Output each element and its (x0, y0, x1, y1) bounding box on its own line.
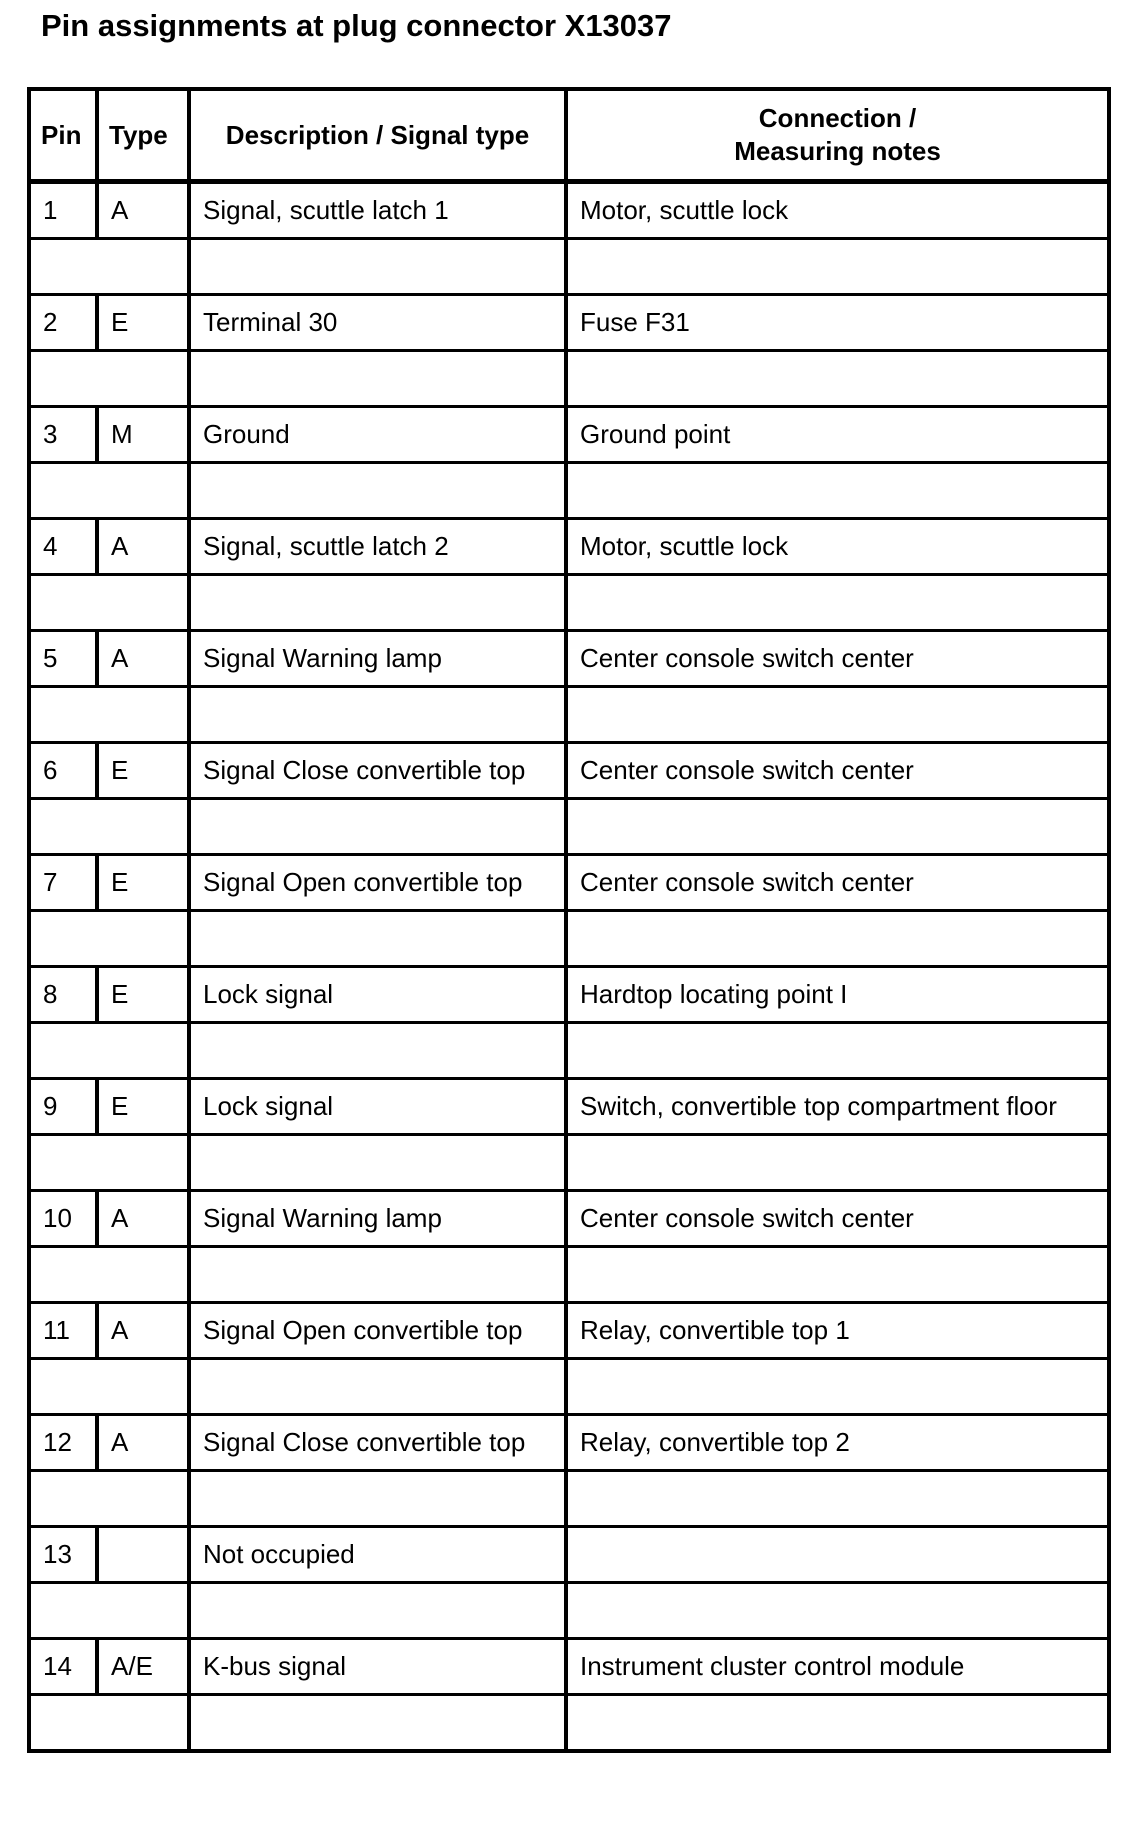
cell-connection: Center console switch center (566, 1191, 1109, 1247)
cell-type: E (97, 743, 189, 799)
cell-pin: 8 (29, 967, 97, 1023)
cell-description: Signal Close convertible top (189, 1415, 566, 1471)
spacer-cell (189, 799, 566, 855)
cell-type: E (97, 855, 189, 911)
cell-pin: 10 (29, 1191, 97, 1247)
spacer-cell (189, 1695, 566, 1752)
table-spacer-row (29, 1247, 1109, 1303)
spacer-cell (29, 239, 189, 295)
spacer-cell (189, 1135, 566, 1191)
cell-type: E (97, 1079, 189, 1135)
cell-connection: Relay, convertible top 1 (566, 1303, 1109, 1359)
table-row (29, 1639, 1109, 1695)
table-spacer-row (29, 911, 1109, 967)
cell-description: Signal Open convertible top (189, 855, 566, 911)
spacer-cell (29, 575, 189, 631)
spacer-cell (189, 1583, 566, 1639)
spacer-cell (189, 1247, 566, 1303)
table-row (29, 855, 1109, 911)
table-spacer-row (29, 687, 1109, 743)
table-row (29, 1079, 1109, 1135)
cell-type: A (97, 182, 189, 239)
cell-type: A (97, 1415, 189, 1471)
spacer-cell (189, 687, 566, 743)
table-spacer-row (29, 1583, 1109, 1639)
table-row (29, 1527, 1109, 1583)
table-spacer-row (29, 1135, 1109, 1191)
cell-connection: Fuse F31 (566, 295, 1109, 351)
spacer-cell (29, 351, 189, 407)
header-description: Description / Signal type (189, 89, 566, 182)
cell-description: Signal Warning lamp (189, 631, 566, 687)
table-row (29, 182, 1109, 239)
spacer-cell (566, 1135, 1109, 1191)
spacer-cell (29, 1247, 189, 1303)
cell-connection: Switch, convertible top compartment floor (566, 1079, 1109, 1135)
cell-description: Not occupied (189, 1527, 566, 1583)
cell-pin: 2 (29, 295, 97, 351)
cell-connection: Hardtop locating point I (566, 967, 1109, 1023)
table-row (29, 631, 1109, 687)
spacer-cell (566, 687, 1109, 743)
spacer-cell (566, 463, 1109, 519)
pin-assignment-table (27, 87, 1111, 1753)
spacer-cell (566, 239, 1109, 295)
cell-pin: 14 (29, 1639, 97, 1695)
spacer-cell (566, 1359, 1109, 1415)
table-header-row (29, 89, 1109, 182)
table-spacer-row (29, 351, 1109, 407)
cell-pin: 12 (29, 1415, 97, 1471)
spacer-cell (566, 911, 1109, 967)
cell-type: M (97, 407, 189, 463)
cell-connection: Center console switch center (566, 743, 1109, 799)
cell-type: A (97, 1191, 189, 1247)
spacer-cell (29, 1135, 189, 1191)
table-spacer-row (29, 1471, 1109, 1527)
cell-connection: Motor, scuttle lock (566, 519, 1109, 575)
spacer-cell (29, 1471, 189, 1527)
table-spacer-row (29, 1359, 1109, 1415)
table-spacer-row (29, 1695, 1109, 1752)
table-row (29, 519, 1109, 575)
spacer-cell (29, 1583, 189, 1639)
cell-description: Ground (189, 407, 566, 463)
spacer-cell (29, 463, 189, 519)
header-pin: Pin (29, 89, 97, 182)
spacer-cell (566, 1583, 1109, 1639)
cell-description: Signal Warning lamp (189, 1191, 566, 1247)
spacer-cell (29, 1695, 189, 1752)
cell-description: Signal, scuttle latch 2 (189, 519, 566, 575)
spacer-cell (566, 575, 1109, 631)
cell-pin: 5 (29, 631, 97, 687)
cell-description: Signal Close convertible top (189, 743, 566, 799)
spacer-cell (189, 575, 566, 631)
spacer-cell (189, 239, 566, 295)
cell-type (97, 1527, 189, 1583)
cell-description: Lock signal (189, 967, 566, 1023)
table-spacer-row (29, 239, 1109, 295)
cell-connection: Motor, scuttle lock (566, 182, 1109, 239)
table-row (29, 1415, 1109, 1471)
cell-description: Lock signal (189, 1079, 566, 1135)
cell-connection: Relay, convertible top 2 (566, 1415, 1109, 1471)
cell-pin: 3 (29, 407, 97, 463)
header-connection (566, 89, 1109, 182)
cell-pin: 11 (29, 1303, 97, 1359)
cell-pin: 4 (29, 519, 97, 575)
table-row (29, 967, 1109, 1023)
cell-connection (566, 1527, 1109, 1583)
cell-connection: Center console switch center (566, 855, 1109, 911)
spacer-cell (189, 1023, 566, 1079)
table-row (29, 1303, 1109, 1359)
table-spacer-row (29, 799, 1109, 855)
spacer-cell (189, 463, 566, 519)
cell-type: E (97, 295, 189, 351)
spacer-cell (29, 911, 189, 967)
spacer-cell (29, 1023, 189, 1079)
spacer-cell (566, 1471, 1109, 1527)
spacer-cell (29, 1359, 189, 1415)
cell-connection: Ground point (566, 407, 1109, 463)
spacer-cell (29, 687, 189, 743)
spacer-cell (189, 1471, 566, 1527)
cell-pin: 13 (29, 1527, 97, 1583)
cell-type: A (97, 631, 189, 687)
table-row (29, 1191, 1109, 1247)
table-body (29, 182, 1109, 1752)
table-row (29, 407, 1109, 463)
spacer-cell (566, 799, 1109, 855)
table-row (29, 743, 1109, 799)
cell-description: Signal Open convertible top (189, 1303, 566, 1359)
cell-pin: 7 (29, 855, 97, 911)
cell-description: Signal, scuttle latch 1 (189, 182, 566, 239)
spacer-cell (29, 799, 189, 855)
cell-type: A (97, 519, 189, 575)
table-row (29, 295, 1109, 351)
cell-connection: Center console switch center (566, 631, 1109, 687)
header-type: Type (97, 89, 189, 182)
cell-description: Terminal 30 (189, 295, 566, 351)
cell-connection: Instrument cluster control module (566, 1639, 1109, 1695)
spacer-cell (566, 351, 1109, 407)
cell-pin: 9 (29, 1079, 97, 1135)
spacer-cell (189, 351, 566, 407)
cell-type: A/E (97, 1639, 189, 1695)
table-spacer-row (29, 1023, 1109, 1079)
table-spacer-row (29, 575, 1109, 631)
spacer-cell (189, 911, 566, 967)
cell-pin: 1 (29, 182, 97, 239)
header-connection-line1: Connection / (758, 103, 917, 133)
cell-description: K-bus signal (189, 1639, 566, 1695)
spacer-cell (189, 1359, 566, 1415)
cell-type: E (97, 967, 189, 1023)
spacer-cell (566, 1023, 1109, 1079)
spacer-cell (566, 1247, 1109, 1303)
header-connection-line2: Measuring notes (734, 136, 941, 166)
cell-type: A (97, 1303, 189, 1359)
cell-pin: 6 (29, 743, 97, 799)
table-spacer-row (29, 463, 1109, 519)
page-title: Pin assignments at plug connector X13037 (41, 8, 672, 43)
spacer-cell (566, 1695, 1109, 1752)
